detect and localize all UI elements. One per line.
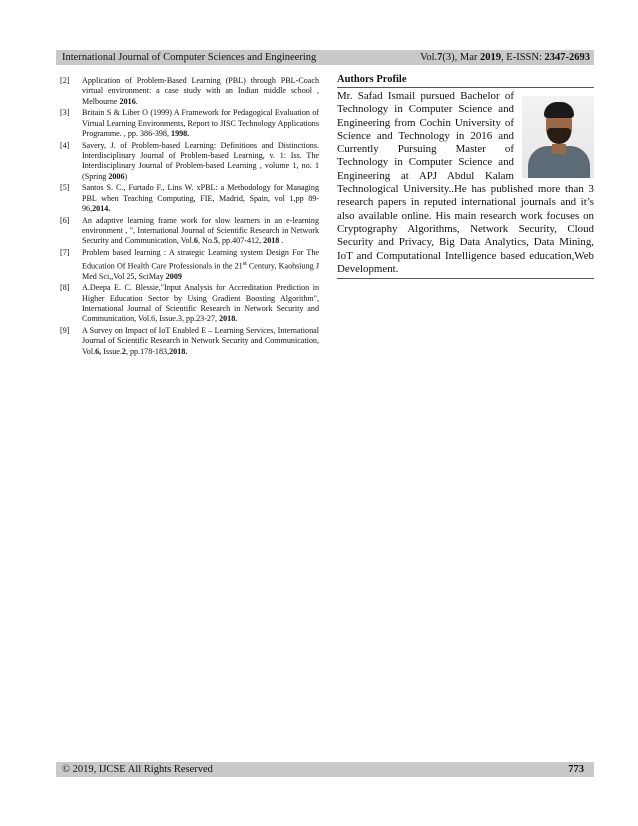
reference-text: An adaptive learning frame work for slow learners in an e-learning environment , ", International Journal of Scientific Research in Network Security and Communication, Vol.6, No.5, pp.407-412, 2018 .: [82, 215, 319, 246]
page-number: 773: [568, 764, 584, 775]
reference-number: [6]: [60, 215, 70, 225]
journal-name: International Journal of Computer Sciences and Engineering: [62, 52, 317, 63]
reference-text: Britain S & Liber O (1999) A Framework for Pedagogical Evaluation of Virtual Learning Environments, Report to JISC Technology Applications Programme. , pp. 386-398, 1998.: [82, 108, 319, 138]
reference-number: [4]: [60, 140, 70, 150]
page-header: [56, 50, 594, 65]
authors-profile: [337, 74, 594, 279]
copyright: © 2019, IJCSE All Rights Reserved: [62, 764, 213, 775]
reference-text: Application of Problem-Based Learning (PBL) through PBL-Coach virtual environment: a case study with an Indian middle school , Melbourne 2016.: [82, 76, 319, 106]
reference-item: [60, 248, 319, 282]
authors-profile-title: Authors Profile: [337, 74, 407, 85]
reference-number: [3]: [60, 108, 70, 118]
reference-item: [60, 326, 319, 357]
reference-item: [60, 183, 319, 214]
reference-item: [60, 141, 319, 182]
bottom-divider: [337, 278, 594, 279]
author-bio-text: Mr. Safad Ismail pursued Bachelor of Technology in Computer Science and Engineering from Cochin University of Science and Technology in 2016 and Currently Pursuing Master of Technology in Computer Science and Engineering at APJ Abdul Kalam Technological University..He has published more than 3 research papers in reputed international journals and it’s also available online. His main research work focuses on Cryptography Algorithms, Network Security, Cloud Security and Privacy, Big Data Analytics, Data Mining, IoT and Computational Intelligence based education,Web Development.: [337, 90, 594, 275]
reference-number: [8]: [60, 283, 70, 293]
reference-item: [60, 216, 319, 247]
reference-text: A Survey on Impact of IoT Enabled E – Learning Services, International Journal of Scientific Research in Network Security and Communication, Vol.6, Issue.2, pp.178-183,2018.: [82, 326, 319, 356]
page-footer: [56, 762, 594, 777]
reference-item: [60, 108, 319, 139]
author-photo: [522, 96, 594, 178]
reference-item: [60, 76, 319, 107]
reference-text: Savery, J. of Problem-based Learning: Definitions and Distinctions. Interdisciplinary Journal of Problem-based Learning, v. 1: Iss. The Interdisciplinary Journal of Problem-based Learning , volume 1, no. 1 (Spring 2006): [82, 140, 319, 181]
reference-item: [60, 283, 319, 324]
references-list: [60, 76, 319, 358]
reference-number: [5]: [60, 183, 70, 193]
volume-info: Vol.7(3), Mar 2019, E-ISSN: 2347-2693: [420, 52, 590, 63]
reference-text: Problem based learning : A strategic Learning system Design For The Education Of Health Care Professionals in the 21st Century, Kaohsiung J Med Sci,,Vol 25, SciMay 2009: [82, 248, 320, 281]
reference-number: [9]: [60, 326, 70, 336]
reference-text: Santos S. C., Furtado F., Lins W. xPBL: a Methodology for Managing PBL when Teaching Computing, FIE, Madrid, Spain, vol 1,pp 89-96,2014.: [82, 183, 319, 214]
author-bio: [337, 88, 594, 276]
reference-number: [7]: [60, 248, 70, 258]
reference-text: A.Deepa E. C. Blessie,"Input Analysis for Accreditation Prediction in Higher Education Sector by Using Gradient Boosting Algorithm", International Journal of Scientific Research in Network Security and Communication, Vol.6, Issue.3, pp.23-27, 2018.: [82, 283, 319, 324]
reference-number: [2]: [60, 76, 70, 85]
